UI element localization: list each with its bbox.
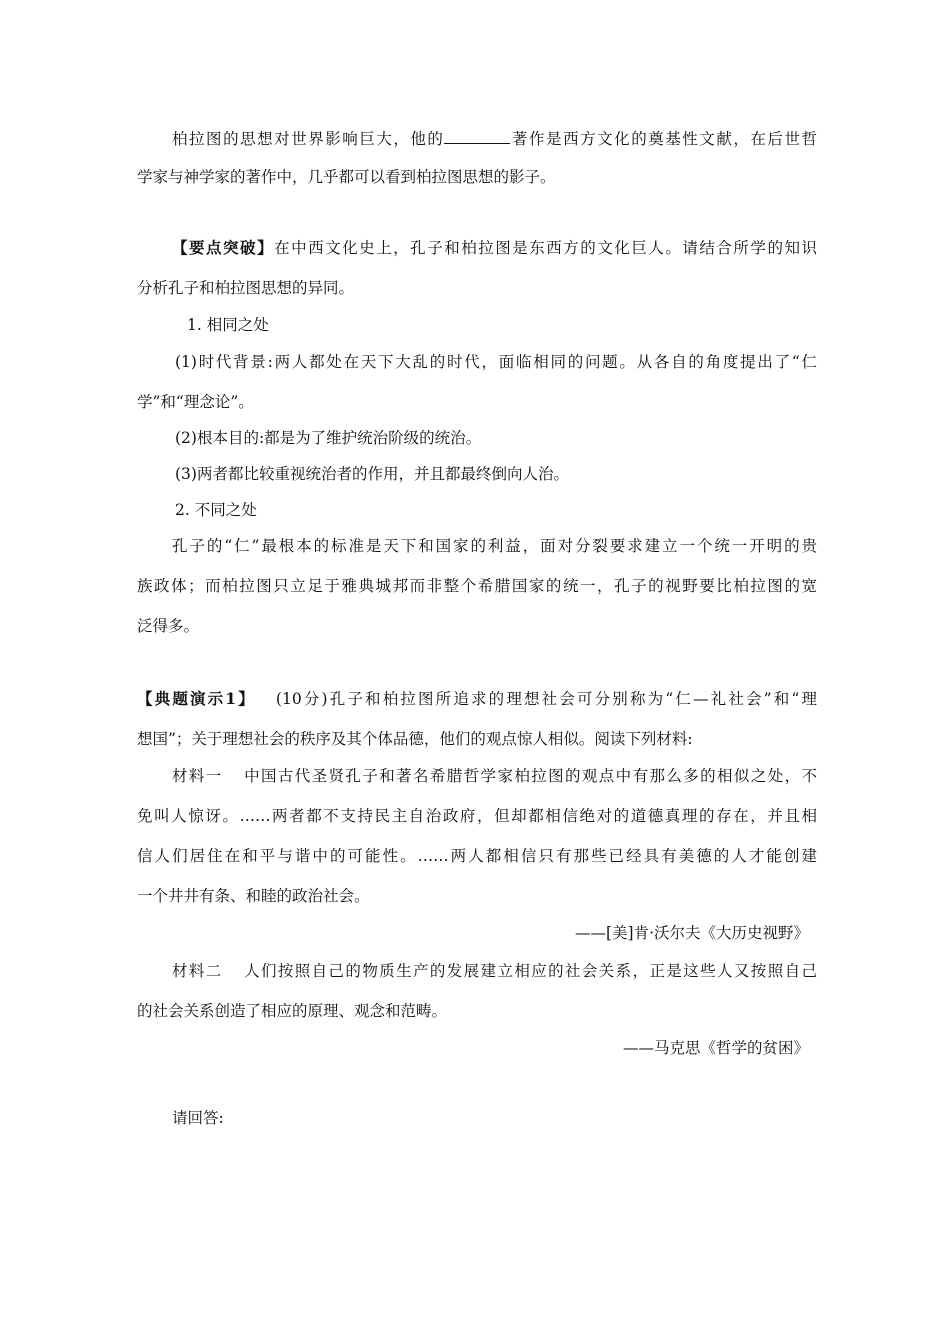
fill-in-blank <box>444 127 510 144</box>
material-1-line-3: 信人们居住在和平与谐中的可能性。……两人都相信只有那些已经具有美德的人才能创建 <box>137 847 817 865</box>
example-line-1 <box>137 689 817 709</box>
material-1-label: 材料一 <box>172 767 223 785</box>
material-1-line-1 <box>172 766 817 786</box>
material-2-text: 人们按照自己的物质生产的发展建立相应的社会关系，正是这些人又按照自己 <box>242 962 817 980</box>
similar-point-1-line-2: 学”和“理念论”。 <box>137 393 254 411</box>
material-2-label: 材料二 <box>172 962 223 980</box>
material-2-source: ——马克思《哲学的贫困》 <box>622 1039 809 1057</box>
answer-prompt: 请回答: <box>172 1109 224 1127</box>
key-points-line-1 <box>172 238 817 258</box>
intro-text-before-blank: 柏拉图的思想对世界影响巨大，他的 <box>172 130 445 148</box>
similar-heading: 1. 相同之处 <box>187 316 269 334</box>
material-1-line-4: 一个井井有条、和睦的政治社会。 <box>137 887 370 905</box>
example-line-2: 想国”；关于理想社会的秩序及其个体品德，他们的观点惊人相似。阅读下列材料: <box>137 730 693 748</box>
key-points-line-2: 分析孔子和柏拉图思想的异同。 <box>137 279 355 297</box>
material-1-source: ——[美]肯·沃尔夫《大历史视野》 <box>574 924 809 942</box>
intro-line-2: 学家与神学家的著作中，几乎都可以看到柏拉图思想的影子。 <box>137 168 556 186</box>
intro-line-1 <box>172 127 817 149</box>
material-1-line-2: 免叫人惊讶。……两者都不支持民主自治政府，但却都相信绝对的道德真理的存在，并且相 <box>137 807 817 825</box>
similar-point-2: (2)根本目的:都是为了维护统治阶级的统治。 <box>175 429 482 447</box>
different-line-3: 泛得多。 <box>137 617 200 635</box>
intro-text-after-blank: 著作是西方文化的奠基性文献，在后世哲 <box>510 130 817 148</box>
similar-point-3: (3)两者都比较重视统治者的作用，并且都最终倒向人治。 <box>175 465 569 483</box>
key-points-heading: 【要点突破】 <box>172 238 275 257</box>
different-heading: 2. 不同之处 <box>175 501 257 519</box>
material-2-line-1 <box>172 961 817 981</box>
different-line-1: 孔子的“仁”最根本的标准是天下和国家的利益，面对分裂要求建立一个统一开明的贵 <box>172 537 817 555</box>
key-points-text: 在中西文化史上，孔子和柏拉图是东西方的文化巨人。请结合所学的知识 <box>274 239 817 257</box>
example-text: (10分)孔子和柏拉图所追求的理想社会可分别称为“仁—礼社会”和“理 <box>275 690 817 708</box>
different-line-2: 族政体；而柏拉图只立足于雅典城邦而非整个希腊国家的统一，孔子的视野要比柏拉图的宽 <box>137 577 817 595</box>
material-2-line-2: 的社会关系创造了相应的原理、观念和范畴。 <box>137 1002 448 1020</box>
example-heading: 【典题演示1】 <box>137 689 256 708</box>
similar-point-1-line-1: (1)时代背景:两人都处在天下大乱的时代，面临相同的问题。从各自的角度提出了“仁 <box>175 353 817 371</box>
material-1-text: 中国古代圣贤孔子和著名希腊哲学家柏拉图的观点中有那么多的相似之处，不 <box>242 767 817 785</box>
